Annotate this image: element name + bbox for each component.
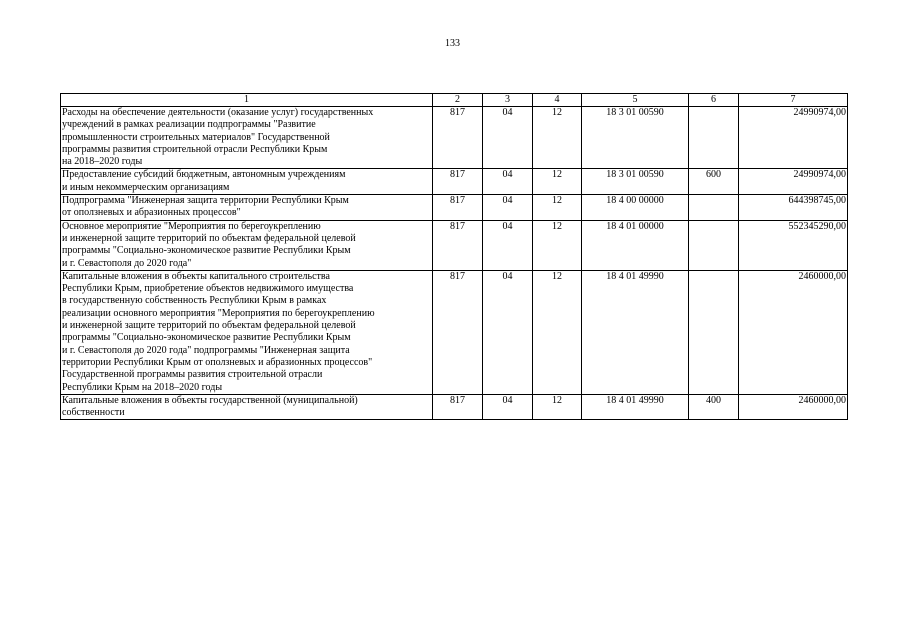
expense-name-line: собственности <box>62 407 125 419</box>
expense-type-cell: 600 <box>689 169 739 195</box>
ministry-code-cell: 817 <box>433 394 483 420</box>
expense-name-line: учреждений в рамках реализации подпрограммы "Развитие <box>62 119 316 131</box>
section-code-cell: 04 <box>483 107 533 169</box>
column-header: 5 <box>582 94 689 107</box>
page-number: 133 <box>445 38 460 49</box>
amount-cell: 2460000,00 <box>739 270 848 394</box>
expense-name-line: Республики Крым, приобретение объектов недвижимого имущества <box>62 283 354 295</box>
expense-name-line: программы развития строительной отрасли Республики Крым <box>62 143 328 155</box>
expense-name-cell <box>61 107 433 169</box>
target-article-cell: 18 4 01 00000 <box>582 220 689 270</box>
column-header: 7 <box>739 94 848 107</box>
expense-name-line: программы "Социально-экономическое развитие Республики Крым <box>62 332 351 344</box>
amount-cell: 24990974,00 <box>739 107 848 169</box>
expense-name-line: от оползневых и абразионных процессов" <box>62 207 241 219</box>
column-header: 6 <box>689 94 739 107</box>
subsection-code-cell: 12 <box>533 195 582 221</box>
column-header: 4 <box>533 94 582 107</box>
expense-name-cell <box>61 195 433 221</box>
section-code-cell: 04 <box>483 169 533 195</box>
subsection-code-cell: 12 <box>533 394 582 420</box>
subsection-code-cell: 12 <box>533 270 582 394</box>
subsection-code-cell: 12 <box>533 169 582 195</box>
target-article-cell: 18 3 01 00590 <box>582 169 689 195</box>
table-row <box>61 220 848 270</box>
expense-name-line: программы "Социально-экономическое развитие Республики Крым <box>62 245 351 257</box>
expense-type-cell: 400 <box>689 394 739 420</box>
section-code-cell: 04 <box>483 195 533 221</box>
expense-name-line: территории Республики Крым от оползневых и абразионных процессов" <box>62 356 373 368</box>
table-row <box>61 169 848 195</box>
budget-table <box>60 93 848 420</box>
expense-name-line: и инженерной защите территорий по объектам федеральной целевой <box>62 320 356 332</box>
expense-name-line: промышленности строительных материалов" Государственной <box>62 131 330 143</box>
amount-cell: 2460000,00 <box>739 394 848 420</box>
expense-name-line: и инженерной защите территорий по объектам федеральной целевой <box>62 232 356 244</box>
ministry-code-cell: 817 <box>433 220 483 270</box>
ministry-code-cell: 817 <box>433 195 483 221</box>
target-article-cell: 18 4 01 49990 <box>582 394 689 420</box>
target-article-cell: 18 4 01 49990 <box>582 270 689 394</box>
section-code-cell: 04 <box>483 270 533 394</box>
ministry-code-cell: 817 <box>433 270 483 394</box>
expense-name-line: Предоставление субсидий бюджетным, автономным учреждениям <box>62 169 346 181</box>
expense-name-line: Капитальные вложения в объекты государственной (муниципальной) <box>62 394 358 406</box>
expense-name-line: и г. Севастополя до 2020 года" <box>62 257 192 269</box>
column-header: 2 <box>433 94 483 107</box>
subsection-code-cell: 12 <box>533 107 582 169</box>
expense-name-line: Государственной программы развития строительной отрасли <box>62 369 323 381</box>
subsection-code-cell: 12 <box>533 220 582 270</box>
table-row <box>61 107 848 169</box>
expense-name-cell <box>61 270 433 394</box>
amount-cell: 24990974,00 <box>739 169 848 195</box>
amount-cell: 552345290,00 <box>739 220 848 270</box>
expense-name-line: на 2018–2020 годы <box>62 156 143 168</box>
expense-type-cell <box>689 107 739 169</box>
expense-type-cell <box>689 270 739 394</box>
column-header: 1 <box>61 94 433 107</box>
column-header: 3 <box>483 94 533 107</box>
expense-name-cell <box>61 220 433 270</box>
amount-cell: 644398745,00 <box>739 195 848 221</box>
expense-name-line: Республики Крым на 2018–2020 годы <box>62 381 223 393</box>
expense-name-line: Расходы на обеспечение деятельности (оказание услуг) государственных <box>62 107 374 118</box>
target-article-cell: 18 3 01 00590 <box>582 107 689 169</box>
table-row <box>61 270 848 394</box>
table-row <box>61 195 848 221</box>
expense-type-cell <box>689 220 739 270</box>
ministry-code-cell: 817 <box>433 169 483 195</box>
expense-name-line: в государственную собственность Республики Крым в рамках <box>62 295 327 307</box>
target-article-cell: 18 4 00 00000 <box>582 195 689 221</box>
table-row <box>61 394 848 420</box>
expense-type-cell <box>689 195 739 221</box>
expense-name-line: реализации основного мероприятия "Мероприятия по берегоукреплению <box>62 307 375 319</box>
expense-name-cell <box>61 394 433 420</box>
expense-name-cell <box>61 169 433 195</box>
section-code-cell: 04 <box>483 220 533 270</box>
expense-name-line: Основное мероприятие "Мероприятия по берегоукреплению <box>62 220 321 232</box>
expense-name-line: Капитальные вложения в объекты капитального строительства <box>62 270 330 282</box>
expense-name-line: Подпрограмма "Инженерная защита территории Республики Крым <box>62 195 349 207</box>
ministry-code-cell: 817 <box>433 107 483 169</box>
header-row <box>61 94 848 107</box>
expense-name-line: и иным некоммерческим организациям <box>62 181 230 193</box>
section-code-cell: 04 <box>483 394 533 420</box>
expense-name-line: и г. Севастополя до 2020 года" подпрограммы "Инженерная защита <box>62 344 350 356</box>
